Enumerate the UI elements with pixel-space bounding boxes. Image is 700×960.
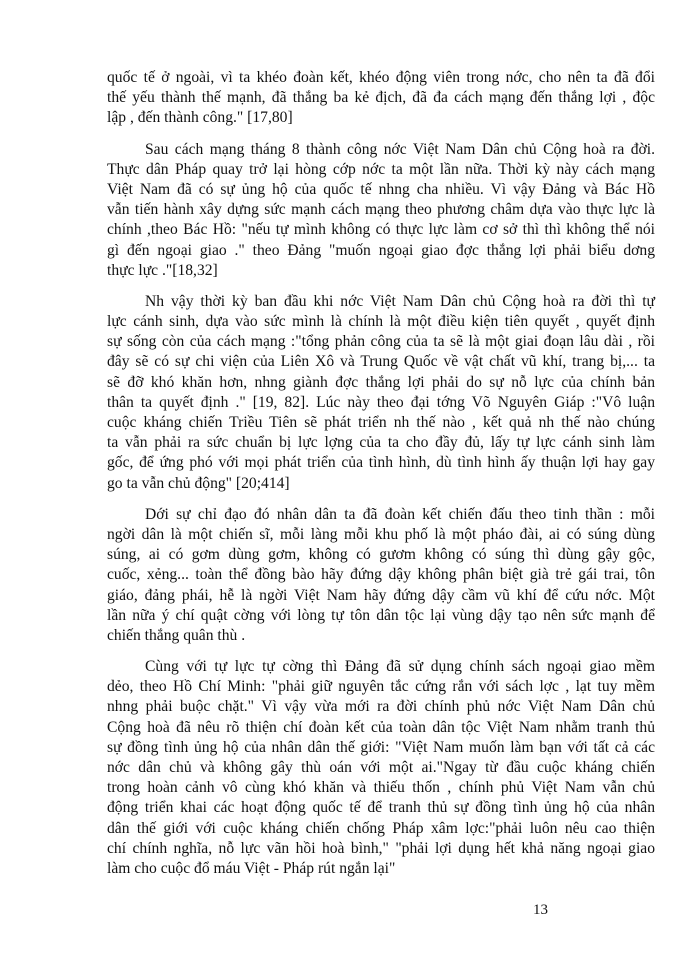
- text-line: chí chính nghĩa, nỗ lực vãn hồi hoà bình," "phải lợi dụng hết khả năng ngoại giao: [107, 839, 655, 857]
- text-line: chiến thắng quân thù .: [107, 626, 246, 644]
- text-line: vẫn tiến hành xây dựng sức mạnh cách mạng theo phương châm dựa vào thực lực là: [107, 201, 655, 219]
- text-line: go ta vẫn chủ động" [20;414]: [107, 474, 290, 492]
- text-line: cuốc, xẻng... toàn thể đồng bào hãy đứng dậy không phân biệt già trẻ gái trai, tôn: [107, 566, 655, 584]
- paragraph: [107, 292, 655, 494]
- text-line: lập , đến thành công." [17,80]: [107, 109, 293, 127]
- text-line: thân ta quyết định ." [19, 82]. Lúc này theo đại tớng Võ Nguyên Giáp :"Vô luận: [107, 393, 655, 411]
- text-line: lần nữa ý chí quật cờng với lòng tự tôn dân tộc lại vùng dậy tạo nên sức mạnh để: [107, 606, 655, 624]
- text-line: ngời dân là một chiến sĩ, mỗi làng mỗi khu phố là một pháo đài, ai có súng dùng: [107, 525, 655, 543]
- text-line: sự sống còn của cách mạng :"tổng phản công của ta sẽ là một giai đoạn lâu dài , rồi: [107, 333, 655, 351]
- page-number: 13: [533, 902, 548, 918]
- text-line: Dới sự chỉ đạo đó nhân dân ta đã đoàn kết chiến đấu theo tinh thần : mỗi: [145, 505, 655, 523]
- text-line: Việt Nam đã có sự ủng hộ của quốc tế nhng cha nhiều. Vì vậy Đảng và Bác Hồ: [107, 180, 655, 198]
- paragraph: [107, 68, 655, 129]
- text-line: sự đồng tình ủng hộ của nhân dân thế giới: "Việt Nam muốn làm bạn với tất cả các: [107, 738, 655, 756]
- text-line: Nh vậy thời kỳ ban đầu khi nớc Việt Nam Dân chủ Cộng hoà ra đời thì tự: [145, 292, 655, 310]
- text-line: cuộc kháng chiến Triều Tiên sẽ phát triển nh thế nào , kết quả nh thế nào chúng: [107, 414, 655, 431]
- text-line: nớc dân chủ và không gây thù oán với một ai."Ngay từ đầu cuộc kháng chiến: [107, 759, 655, 776]
- text-line: lực cánh sinh, dựa vào sức mình là chính là một điều kiện tiên quyết , quyết định: [107, 313, 655, 331]
- text-line: quốc tế ở ngoài, vì ta khéo đoàn kết, khéo động viên trong nớc, cho nên ta đã đổi: [107, 69, 655, 86]
- text-line: làm cho cuộc đổ máu Việt - Pháp rút ngắn lại": [107, 859, 396, 877]
- text-line: sẽ đỡ khó khăn hơn, nhng giành đợc thắng lợi phải do sự nỗ lực của chính bản: [107, 373, 655, 391]
- text-line: trong hoàn cảnh vô cùng khó khăn và thiếu thốn , chính phủ Việt Nam vẫn chủ: [107, 779, 655, 797]
- document-body: [107, 68, 655, 890]
- text-line: dân thế giới với cuộc kháng chiến chống Pháp xâm lợc:"phải luôn nêu cao thiện: [107, 819, 655, 837]
- text-line: Cùng với tự lực tự cờng thì Đảng đã sử dụng chính sách ngoại giao mềm: [145, 658, 655, 676]
- text-line: Cộng hoà đã nêu rõ thiện chí đoàn kết của toàn dân tộc Việt Nam nhằm tranh thủ: [107, 718, 655, 736]
- text-line: chính ,theo Bác Hồ: "nếu tự mình không có thực lực làm cơ sở thì thì không thể nói: [107, 221, 655, 239]
- text-line: nhng phải buộc chặt." Vì vậy vừa mới ra đời chính phủ nớc Việt Nam Dân chủ: [107, 698, 655, 716]
- text-line: động triển khai các hoạt động quốc tế để tranh thủ sự đồng tình ủng hộ của nhân: [107, 799, 655, 817]
- text-line: gì đến ngoại giao ." theo Đảng "muốn ngoại giao đợc thắng lợi phải biểu dơng: [107, 241, 655, 259]
- text-line: đây sẽ có sự chi viện của Liên Xô và Trung Quốc về vật chất vũ khí, trang bị,... ta: [107, 353, 655, 371]
- text-line: thực lực ."[18,32]: [107, 261, 218, 279]
- text-line: súng, ai có gơm dùng gơm, không có gươm không có súng thì dùng gậy gộc,: [107, 546, 655, 564]
- paragraph: [107, 505, 655, 646]
- text-line: thế yếu thành thế mạnh, đã thắng ba kẻ địch, đã đa cách mạng đến thắng lợi , độc: [107, 89, 655, 107]
- text-line: dẻo, theo Hồ Chí Minh: "phải giữ nguyên tắc cứng rắn với sách lợc , lạt tuy mềm: [107, 678, 655, 696]
- paragraph: [107, 657, 655, 879]
- text-line: gốc, để ứng phó với mọi phát triển của tình hình, dù tình hình ấy thuận lợi hay gay: [107, 454, 655, 472]
- text-line: ta vẫn phải ra sức chuẩn bị lực lợng của ta cho đầy đủ, lấy tự lực cánh sinh làm: [107, 434, 655, 452]
- text-line: Thực dân Pháp quay trở lại hòng cớp nớc ta một lần nữa. Thời kỳ này cách mạng: [107, 160, 655, 178]
- paragraph: [107, 140, 655, 281]
- text-line: giáo, đảng phái, hễ là ngời Việt Nam hãy đứng dậy cầm vũ khí để cứu nớc. Một: [107, 586, 655, 604]
- text-line: Sau cách mạng tháng 8 thành công nớc Việt Nam Dân chủ Cộng hoà ra đời.: [145, 140, 655, 158]
